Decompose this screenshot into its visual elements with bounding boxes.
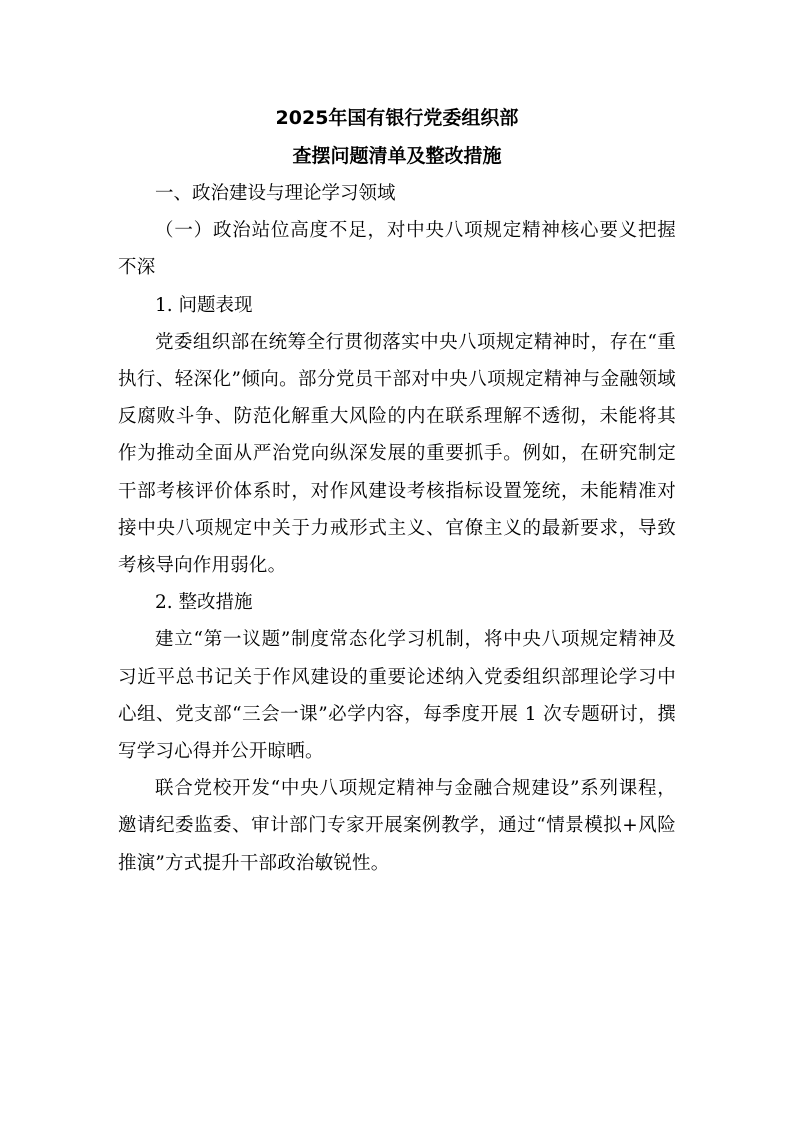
document-body [118, 101, 676, 882]
measures-paragraph-1: 建立“第一议题”制度常态化学习机制，将中央八项规定精神及习近平总书记关于作风建设的重要论述纳入党委组织部理论学习中心组、党支部“三会一课”必学内容，每季度开展 1 次专题研讨，撰写学习心得并公开晾晒。 [118, 629, 676, 763]
section-heading: 一、政治建设与理论学习领域 [155, 183, 396, 204]
measures-paragraph-2: 联合党校开发“中央八项规定精神与金融合规建设”系列课程，邀请纪委监委、审计部门专家开展案例教学，通过“情景模拟+风险推演”方式提升干部政治敏锐性。 [118, 778, 676, 874]
item-heading-problem: 1. 问题表现 [155, 294, 253, 316]
item-heading-measures: 2. 整改措施 [155, 592, 253, 614]
problem-paragraph: 党委组织部在统筹全行贯彻落实中央八项规定精神时，存在“重执行、轻深化”倾向。部分党员干部对中央八项规定精神与金融领域反腐败斗争、防范化解重大风险的内在联系理解不透彻，未能将其作为推动全面从严治党向纵深发展的重要抓手。例如，在研究制定干部考核评价体系时，对作风建设考核指标设置笼统，未能精准对接中央八项规定中关于力戒形式主义、官僚主义的最新要求，导致考核导向作用弱化。 [118, 331, 676, 577]
document-title-line-2: 查摆问题清单及整改措施 [292, 145, 502, 167]
subsection-heading: （一）政治站位高度不足，对中央八项规定精神核心要义把握不深 [118, 220, 676, 279]
document-title-line-1: 2025年国有银行党委组织部 [275, 107, 519, 129]
